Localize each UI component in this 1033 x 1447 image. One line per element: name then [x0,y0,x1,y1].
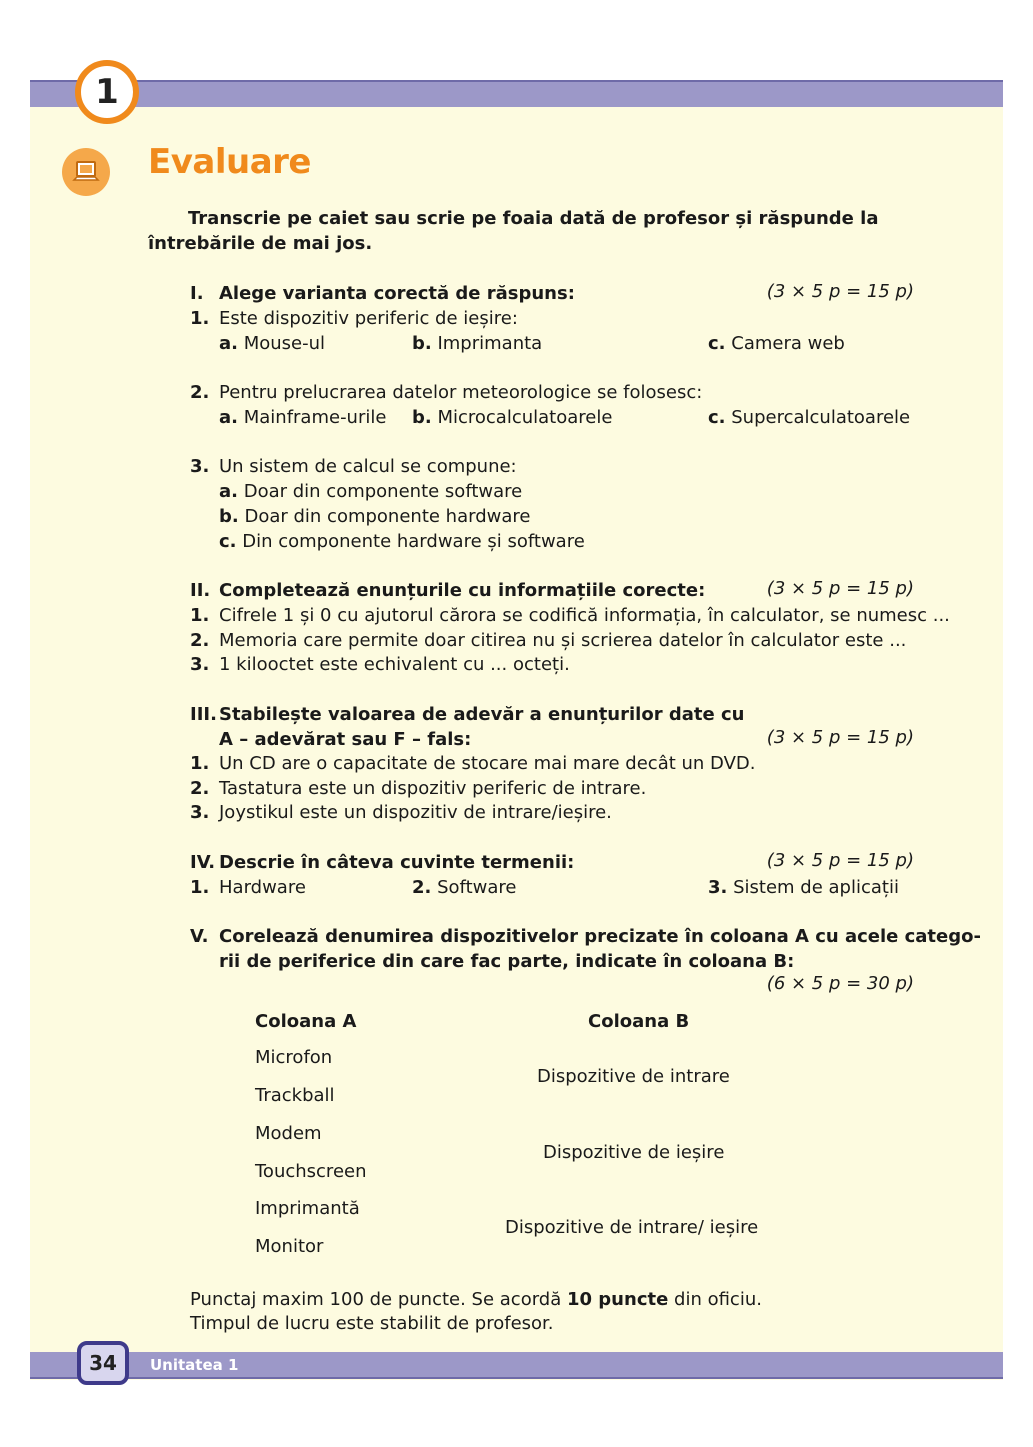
option-a: a. Doar din componente software [219,481,523,502]
column-a-item: Microfon [255,1047,333,1068]
section-3-heading: III. Stabilește valoarea de adevăr a enunțurilor date cu [190,704,745,725]
section-1-points: (3 × 5 p = 15 p) [766,281,914,302]
list-item: 1. Cifrele 1 și 0 cu ajutorul cărora se codifică informația, în calculator, se numesc ... [190,605,950,626]
column-a-item: Imprimantă [255,1198,360,1219]
column-a-item: Modem [255,1123,322,1144]
section-2-points: (3 × 5 p = 15 p) [766,578,914,599]
column-a-item: Monitor [255,1236,324,1257]
column-b-item: Dispozitive de ieșire [543,1142,725,1163]
term-2: 2. Software [412,877,517,898]
laptop-icon [62,148,110,196]
option-a: a. Mainframe-urile [219,407,387,428]
section-3-heading-line2: A – adevărat sau F – fals: [219,729,472,750]
column-a-item: Touchscreen [255,1161,367,1182]
question-1-1: 1. Este dispozitiv periferic de ieșire: [190,308,518,329]
max-score-note: Punctaj maxim 100 de puncte. Se acordă 10 puncte din oficiu. [190,1289,762,1310]
section-3-points: (3 × 5 p = 15 p) [766,727,914,748]
column-a-header: Coloana A [255,1011,357,1032]
top-band [30,80,1003,107]
list-item: 2. Memoria care permite doar citirea nu și scrierea datelor în calculator este ... [190,630,907,651]
section-4-heading: IV. Descrie în câteva cuvinte termenii: [190,852,575,873]
option-c: c. Din componente hardware și software [219,531,585,552]
section-4-points: (3 × 5 p = 15 p) [766,850,914,871]
list-item: 1. Un CD are o capacitate de stocare mai mare decât un DVD. [190,753,756,774]
list-item: 3. 1 kilooctet este echivalent cu ... octeți. [190,654,570,675]
column-b-item: Dispozitive de intrare/ ieșire [505,1217,759,1238]
page-title: Evaluare [148,142,311,182]
column-b-header: Coloana B [588,1011,690,1032]
list-item: 3. Joystikul este un dispozitiv de intrare/ieșire. [190,802,612,823]
question-1-2: 2. Pentru prelucrarea datelor meteorologice se folosesc: [190,382,703,403]
time-note: Timpul de lucru este stabilit de profesor. [190,1313,554,1334]
question-1-3: 3. Un sistem de calcul se compune: [190,456,517,477]
option-b: b. Doar din componente hardware [219,506,531,527]
option-b: b. Imprimanta [412,333,543,354]
section-5-heading-line2: rii de periferice din care fac parte, indicate în coloana B: [219,951,795,972]
column-a-item: Trackball [255,1085,335,1106]
section-2-heading: II. Completează enunțurile cu informațiile corecte: [190,580,706,601]
option-c: c. Supercalculatoarele [708,407,911,428]
column-b-item: Dispozitive de intrare [537,1066,730,1087]
unit-label: Unitatea 1 [150,1356,239,1374]
option-c: c. Camera web [708,333,845,354]
list-item: 2. Tastatura este un dispozitiv periferic de intrare. [190,778,647,799]
page-number: 34 [77,1341,129,1385]
term-1: 1. Hardware [190,877,306,898]
option-b: b. Microcalculatoarele [412,407,613,428]
term-3: 3. Sistem de aplicații [708,877,899,898]
section-5-points: (6 × 5 p = 30 p) [766,973,914,994]
option-a: a. Mouse-ul [219,333,326,354]
instructions: Transcrie pe caiet sau scrie pe foaia dată de profesor și răspunde la întrebările de mai jos. [148,208,879,254]
section-1-heading: I. Alege varianta corectă de răspuns: [190,283,575,304]
chapter-number-badge: 1 [75,60,139,124]
section-5-heading: V. Corelează denumirea dispozitivelor precizate în coloana A cu acele catego- [190,926,981,947]
